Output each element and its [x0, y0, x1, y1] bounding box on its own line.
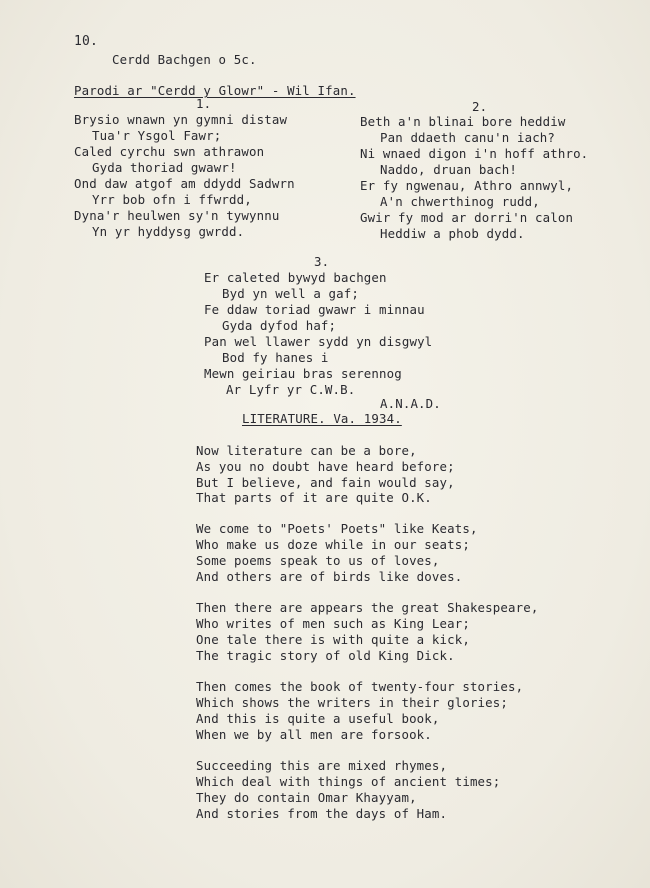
stanza-3-line: Mewn geiriau bras serennog [204, 366, 402, 381]
literature-line: One tale there is with quite a kick, [196, 632, 470, 647]
stanza-1-line: Ond daw atgof am ddydd Sadwrn [74, 176, 295, 191]
stanza-3-number: 3. [314, 254, 330, 269]
literature-line: But I believe, and fain would say, [196, 475, 455, 490]
stanza-1-line: Tua'r Ysgol Fawr; [92, 128, 222, 143]
stanza-1-line: Caled cyrchu swn athrawon [74, 144, 265, 159]
literature-line: Who writes of men such as King Lear; [196, 616, 470, 631]
literature-line: And others are of birds like doves. [196, 569, 463, 584]
literature-line: When we by all men are forsook. [196, 727, 432, 742]
literature-line: Then there are appears the great Shakespeare, [196, 600, 539, 615]
literature-line: And stories from the days of Ham. [196, 806, 448, 821]
stanza-3-line: Gyda dyfod haf; [222, 318, 337, 333]
stanza-3-line: Byd yn well a gaf; [222, 286, 359, 301]
stanza-1-line: Gyda thoriad gwawr! [92, 160, 237, 175]
literature-line: The tragic story of old King Dick. [196, 648, 455, 663]
stanza-2-line: Pan ddaeth canu'n iach? [380, 130, 556, 145]
literature-line: Then comes the book of twenty-four stories, [196, 679, 524, 694]
literature-line: As you no doubt have heard before; [196, 459, 455, 474]
literature-line: They do contain Omar Khayyam, [196, 790, 417, 805]
stanza-2-line: Beth a'n blinai bore heddiw [360, 114, 566, 129]
literature-title: LITERATURE. Va. 1934. [242, 411, 402, 426]
stanza-2-line: Gwir fy mod ar dorri'n calon [360, 210, 574, 225]
stanza-3-line: Ar Lyfr yr C.W.B. [226, 382, 356, 397]
stanza-2-line: Er fy ngwenau, Athro annwyl, [360, 178, 574, 193]
literature-line: Which deal with things of ancient times; [196, 774, 501, 789]
stanza-3-line: Pan wel llawer sydd yn disgwyl [204, 334, 433, 349]
literature-line: And this is quite a useful book, [196, 711, 440, 726]
literature-line: Which shows the writers in their glories; [196, 695, 509, 710]
stanza-3-line: Er caleted bywyd bachgen [204, 270, 387, 285]
literature-line: Now literature can be a bore, [196, 443, 417, 458]
stanza-1-line: Yn yr hyddysg gwrdd. [92, 224, 245, 239]
stanza-1-line: Dyna'r heulwen sy'n tywynnu [74, 208, 280, 223]
literature-line: We come to "Poets' Poets" like Keats, [196, 521, 478, 536]
stanza-3-line: Bod fy hanes i [222, 350, 329, 365]
literature-line: Who make us doze while in our seats; [196, 537, 470, 552]
literature-line: That parts of it are quite O.K. [196, 490, 432, 505]
stanza-2-line: Naddo, druan bach! [380, 162, 517, 177]
stanza-2-line: Heddiw a phob dydd. [380, 226, 525, 241]
page-number: 10. [74, 34, 98, 49]
stanza-2-line: Ni wnaed digon i'n hoff athro. [360, 146, 589, 161]
welsh-poem-title: Cerdd Bachgen o 5c. [112, 52, 257, 67]
literature-line: Some poems speak to us of loves, [196, 553, 440, 568]
stanza-1-line: Brysio wnawn yn gymni distaw [74, 112, 288, 127]
poem-subtitle: Parodi ar "Cerdd y Glowr" - Wil Ifan. [74, 83, 356, 98]
author-initials: A.N.A.D. [380, 396, 441, 411]
literature-line: Succeeding this are mixed rhymes, [196, 758, 448, 773]
stanza-1-number: 1. [196, 96, 212, 111]
stanza-2-number: 2. [472, 99, 488, 114]
stanza-2-line: A'n chwerthinog rudd, [380, 194, 540, 209]
stanza-1-line: Yrr bob ofn i ffwrdd, [92, 192, 252, 207]
stanza-3-line: Fe ddaw toriad gwawr i minnau [204, 302, 425, 317]
